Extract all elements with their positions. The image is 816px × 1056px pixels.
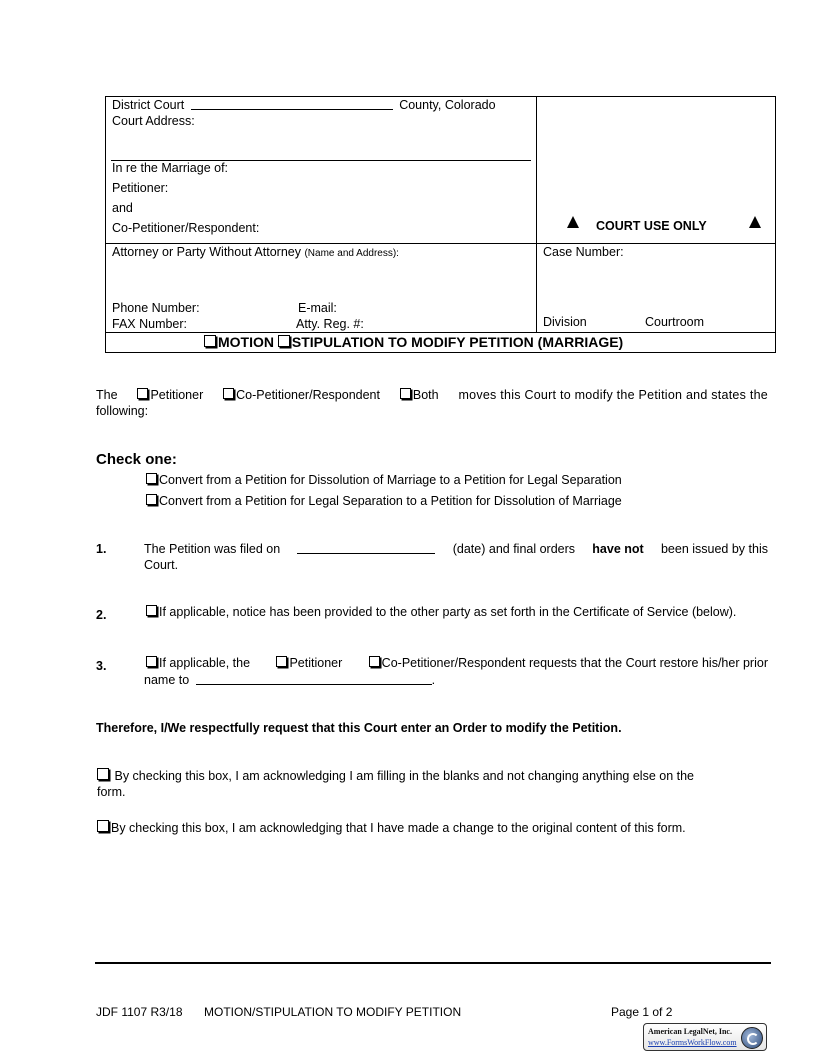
item-1 xyxy=(144,542,768,572)
item-3-petitioner-checkbox[interactable] xyxy=(276,656,287,667)
item-2-text: If applicable, notice has been provided to the other party as set forth in the Certificate of Service (below). xyxy=(159,605,737,619)
fax-label: FAX Number: xyxy=(112,317,188,331)
item-2 xyxy=(146,605,736,619)
attorney-line xyxy=(112,245,399,259)
attorney-label: Attorney or Party Without Attorney xyxy=(112,245,301,259)
case-number-label: Case Number: xyxy=(543,245,624,259)
ack-1-text: By checking this box, I am acknowledging I am filling in the blanks and not changing anything else on the xyxy=(114,769,695,783)
item-3-petitioner-label: Petitioner xyxy=(289,656,343,670)
therefore-statement: Therefore, I/We respectfully request that this Court enter an Order to modify the Petition. xyxy=(96,721,622,735)
option-2-label: Convert from a Petition for Legal Separation to a Petition for Dissolution of Marriage xyxy=(159,494,622,508)
item-3-checkbox[interactable] xyxy=(146,656,157,667)
district-court-line xyxy=(112,98,496,112)
caption-divider-1 xyxy=(106,243,775,244)
item-3-number: 3. xyxy=(96,659,107,673)
and-label: and xyxy=(112,201,133,215)
item-1-have-not: have not xyxy=(592,542,644,556)
item-1-text-d: Court. xyxy=(144,558,179,572)
option-1-label: Convert from a Petition for Dissolution of Marriage to a Petition for Legal Separation xyxy=(159,473,622,487)
petitioner-label: Petitioner: xyxy=(112,181,169,195)
ack-2 xyxy=(97,820,686,835)
badge-url[interactable]: www.FormsWorkFlow.com xyxy=(648,1038,737,1047)
forms-workflow-badge[interactable] xyxy=(643,1023,767,1051)
triangle-left-icon xyxy=(567,216,579,231)
footer-rule xyxy=(95,962,771,964)
title-motion: MOTION xyxy=(218,334,274,350)
item-1-text-b: (date) and final orders xyxy=(452,542,576,556)
title-stipulation: STIPULATION TO MODIFY PETITION (MARRIAGE) xyxy=(291,334,624,350)
phone-label: Phone Number: xyxy=(112,301,200,315)
triangle-right-icon xyxy=(749,216,761,231)
ack-2-checkbox[interactable] xyxy=(97,820,109,832)
district-court-label: District Court xyxy=(112,98,185,112)
option-2 xyxy=(146,494,622,508)
item-1-text-a: The Petition was filed on xyxy=(144,542,281,556)
ack-2-text: By checking this box, I am acknowledging that I have made a change to the original content of this form. xyxy=(111,821,686,835)
co-petitioner-label: Co-Petitioner/Respondent: xyxy=(112,221,260,235)
stipulation-checkbox[interactable] xyxy=(278,335,290,347)
footer-page-number: Page 1 of 2 xyxy=(611,1005,673,1019)
intro-petitioner-label: Petitioner xyxy=(150,388,204,402)
email-label: E-mail: xyxy=(298,301,337,315)
intro-the: The xyxy=(96,388,118,402)
prior-name-blank[interactable] xyxy=(196,673,432,685)
intro-both-label: Both xyxy=(412,388,439,402)
intro-co-petitioner-checkbox[interactable] xyxy=(223,388,234,399)
attorney-note: (Name and Address): xyxy=(304,248,399,259)
check-one-heading: Check one: xyxy=(96,451,177,468)
intro-petitioner-checkbox[interactable] xyxy=(137,388,148,399)
intro-following: following: xyxy=(96,404,149,418)
item-3-text-b: name to xyxy=(144,673,190,687)
intro-both-checkbox[interactable] xyxy=(400,388,411,399)
item-2-number: 2. xyxy=(96,608,107,622)
item-1-text-c: been issued by this xyxy=(660,542,768,556)
intro-paragraph xyxy=(96,388,768,418)
caption-divider-vertical xyxy=(536,97,537,332)
ack-1-checkbox[interactable] xyxy=(97,768,109,780)
ack-1-text-line2: form. xyxy=(97,785,126,799)
item-3-co-petitioner-checkbox[interactable] xyxy=(369,656,380,667)
court-use-only-label: COURT USE ONLY xyxy=(596,219,707,233)
county-colorado-label: County, Colorado xyxy=(399,98,496,112)
badge-logo-icon xyxy=(741,1027,763,1049)
filed-date-blank[interactable] xyxy=(297,542,435,554)
in-re-label: In re the Marriage of: xyxy=(112,161,229,175)
caption-divider-2 xyxy=(106,332,775,333)
item-3-text-a: If applicable, the xyxy=(159,656,251,670)
option-1-checkbox[interactable] xyxy=(146,473,157,484)
atty-reg-label: Atty. Reg. #: xyxy=(296,317,364,331)
option-1 xyxy=(146,473,622,487)
intro-co-petitioner-label: Co-Petitioner/Respondent xyxy=(236,388,380,402)
form-title xyxy=(204,334,623,350)
badge-name: American LegalNet, Inc. xyxy=(648,1027,732,1036)
item-3 xyxy=(146,656,768,687)
courtroom-label: Courtroom xyxy=(645,315,705,329)
item-3-period: . xyxy=(431,673,436,687)
footer-form-title: MOTION/STIPULATION TO MODIFY PETITION xyxy=(204,1005,462,1019)
ack-1 xyxy=(97,768,769,799)
item-1-number: 1. xyxy=(96,542,107,556)
option-2-checkbox[interactable] xyxy=(146,494,157,505)
division-label: Division xyxy=(543,315,587,329)
item-2-checkbox[interactable] xyxy=(146,605,157,616)
item-3-co-text: Co-Petitioner/Respondent requests that the Court restore his/her prior xyxy=(381,656,768,670)
footer-form-id: JDF 1107 R3/18 xyxy=(96,1005,183,1019)
county-blank[interactable] xyxy=(191,98,393,110)
motion-checkbox[interactable] xyxy=(204,335,216,347)
court-address-label: Court Address: xyxy=(112,114,195,128)
intro-rest: moves this Court to modify the Petition and states the xyxy=(458,388,768,402)
